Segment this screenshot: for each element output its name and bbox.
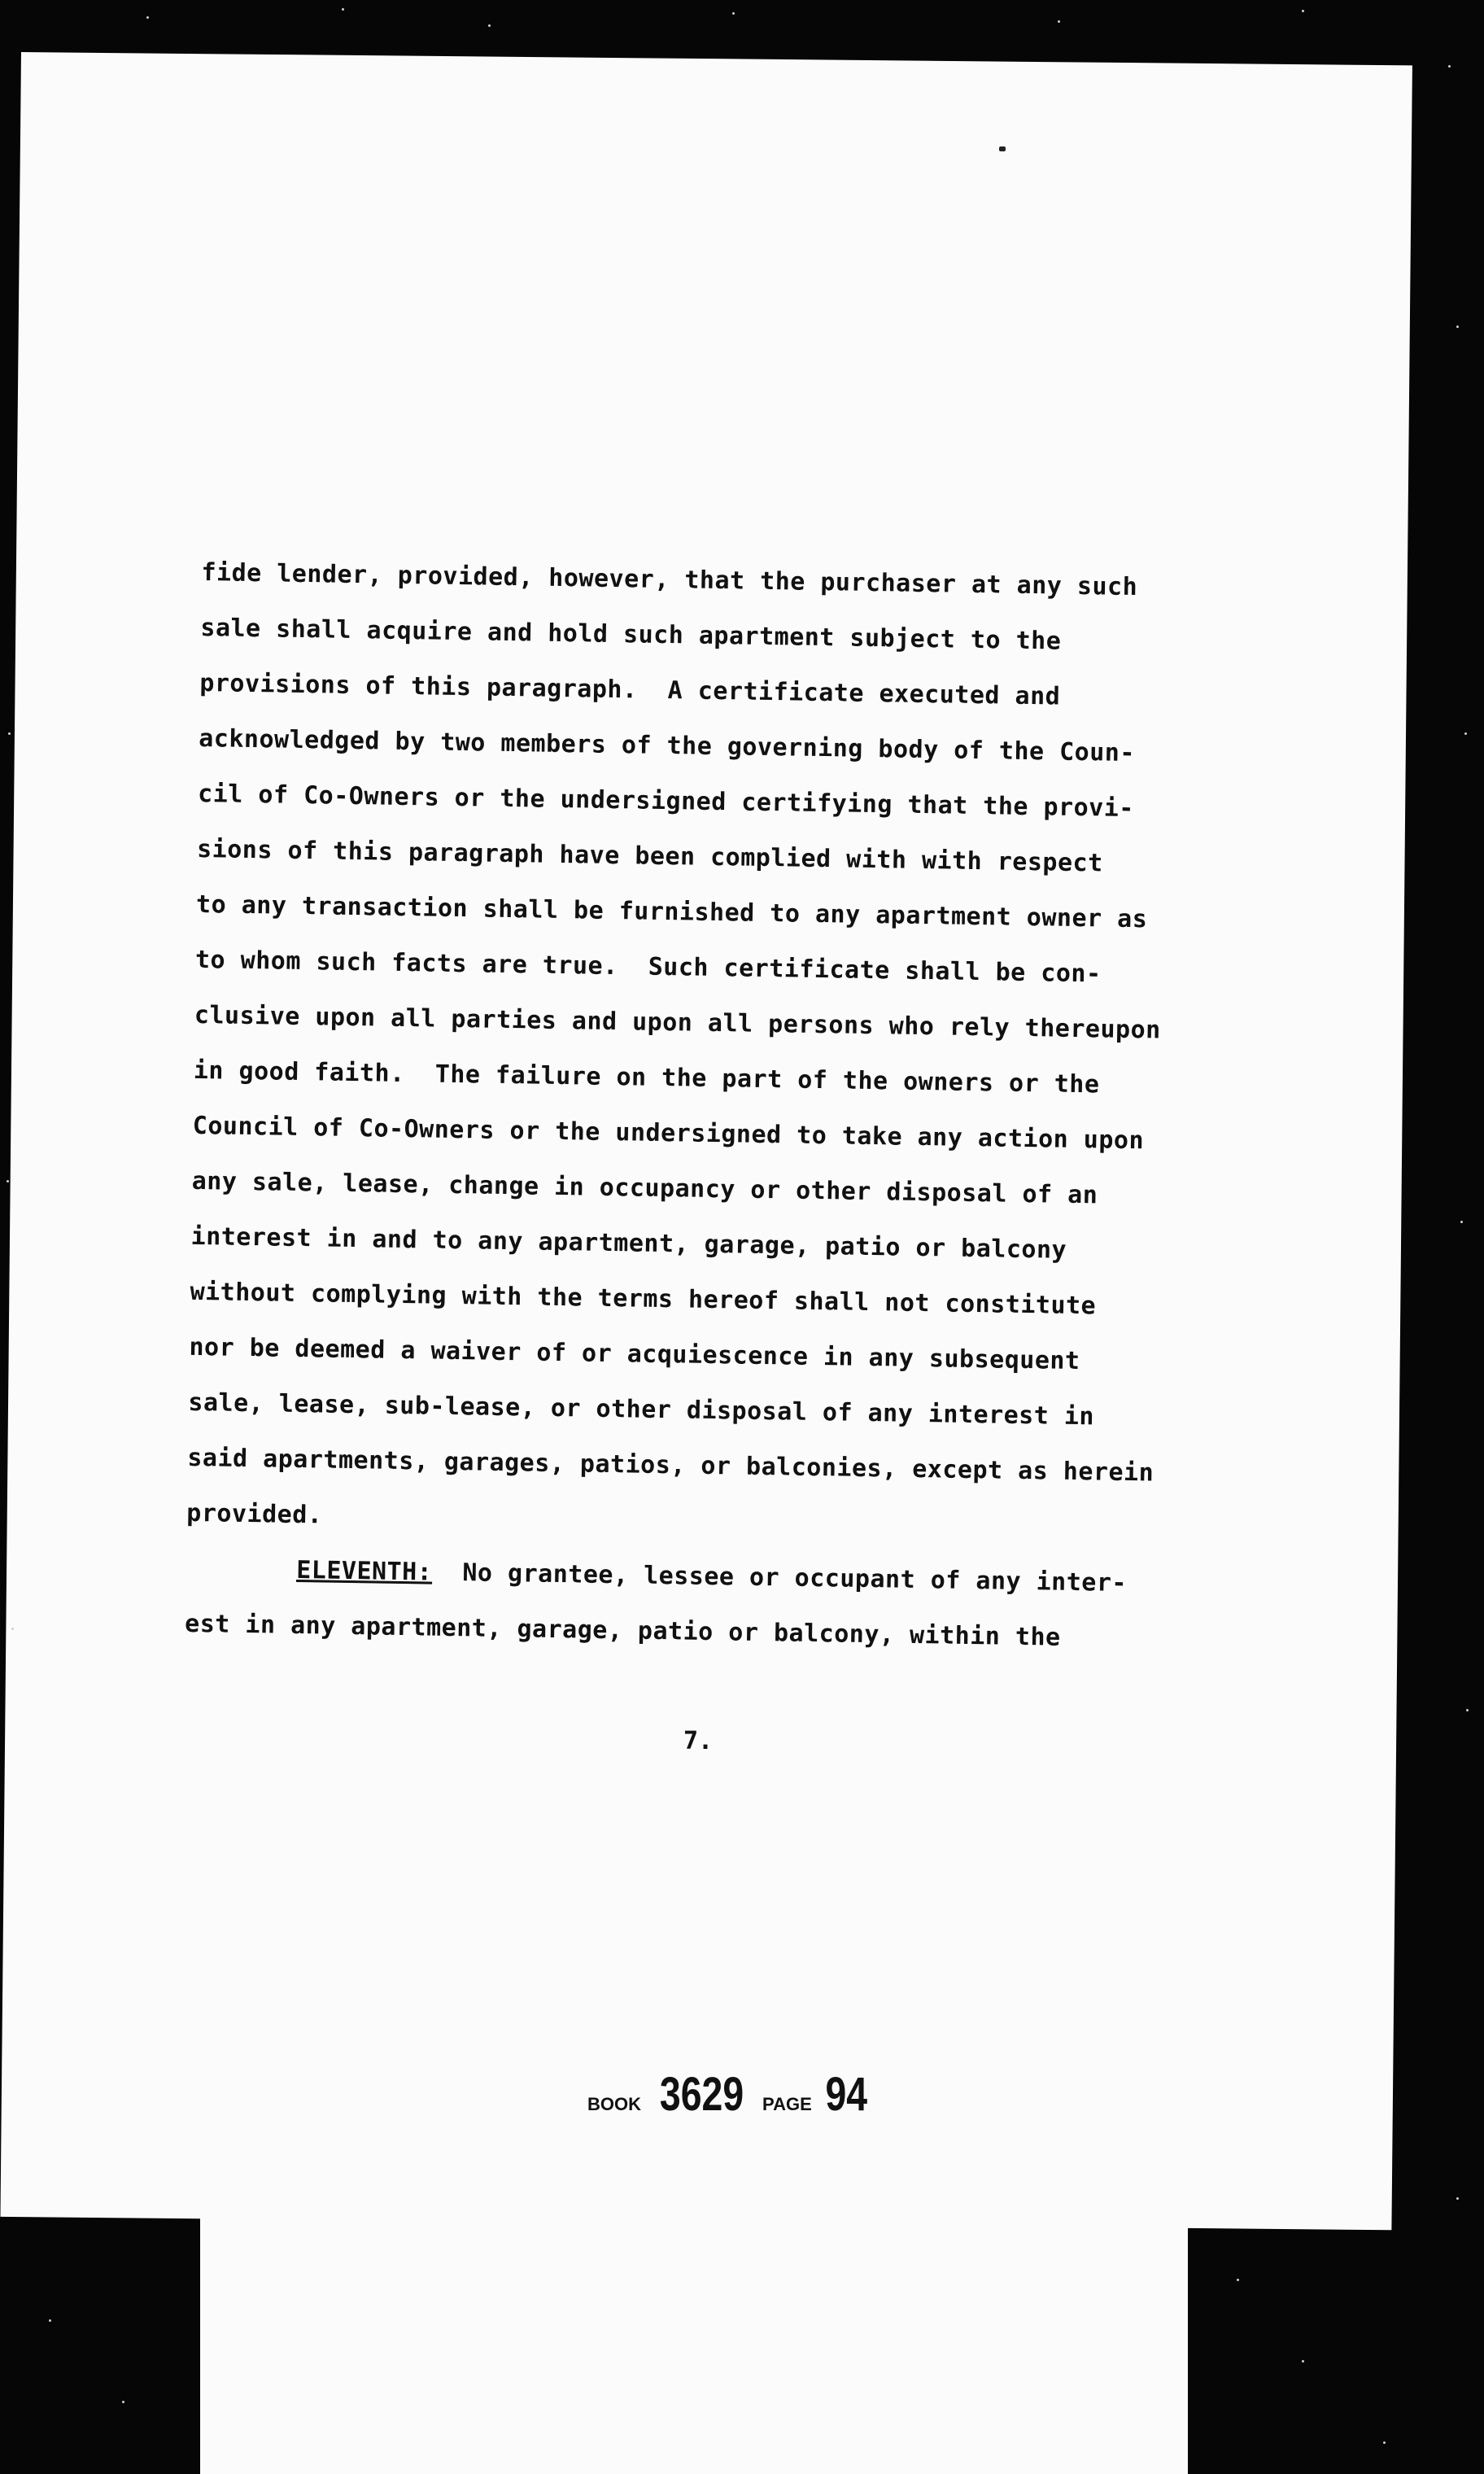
text-line: sale shall acquire and hold such apartment subject to the bbox=[200, 613, 1062, 656]
text-line: Council of Co-Owners or the undersigned to take any action upon bbox=[192, 1111, 1145, 1156]
scan-noise-speck bbox=[1456, 326, 1459, 328]
ink-mark bbox=[999, 146, 1006, 151]
text-line: to whom such facts are true. Such certificate shall be con- bbox=[194, 945, 1102, 989]
scan-noise-speck bbox=[488, 24, 491, 27]
page-number: 7. bbox=[683, 1727, 714, 1755]
text-line: est in any apartment, garage, patio or balcony, within the bbox=[184, 1609, 1061, 1652]
text-line: nor be deemed a waiver of or acquiescence in any subsequent bbox=[189, 1332, 1080, 1376]
scan-noise-speck bbox=[11, 1628, 14, 1630]
text-line: sions of this paragraph have been complied with with respect bbox=[196, 834, 1103, 878]
scan-noise-speck bbox=[8, 732, 11, 735]
eleventh-line-text: No grantee, lessee or occupant of any inter- bbox=[431, 1558, 1128, 1598]
scan-noise-speck bbox=[122, 2401, 124, 2403]
text-line: said apartments, garages, patios, or balconies, except as herein bbox=[187, 1443, 1154, 1488]
text-line: fide lender, provided, however, that the purchaser at any such bbox=[201, 557, 1138, 602]
scan-noise-speck bbox=[7, 1180, 9, 1182]
scan-noise-speck bbox=[49, 2319, 51, 2322]
text-line: provided. bbox=[186, 1498, 323, 1530]
scan-noise-speck bbox=[1464, 732, 1467, 735]
section-heading-eleventh: ELEVENTH: bbox=[295, 1555, 433, 1587]
text-line: interest in and to any apartment, garage, patio or balcony bbox=[190, 1222, 1067, 1265]
scan-noise-speck bbox=[342, 8, 344, 11]
scan-noise-speck bbox=[1456, 2197, 1459, 2200]
book-page-stamp bbox=[587, 2067, 872, 2122]
scan-noise-speck bbox=[1448, 65, 1451, 68]
stamp-book-label: BOOK bbox=[587, 2094, 641, 2114]
stamp-page-label: PAGE bbox=[762, 2094, 812, 2114]
scan-noise-speck bbox=[1237, 2279, 1239, 2281]
text-line: without complying with the terms hereof shall not constitute bbox=[190, 1277, 1097, 1321]
stamp-page-value: 94 bbox=[825, 2068, 867, 2121]
text-line: cil of Co-Owners or the undersigned certifying that the provi- bbox=[197, 779, 1135, 824]
scan-noise-speck bbox=[1302, 2360, 1304, 2363]
stamp-book-number: 3629 bbox=[659, 2068, 744, 2121]
scan-noise-speck bbox=[1460, 1221, 1463, 1223]
scan-noise-speck bbox=[732, 12, 735, 15]
paper-sheet-lower bbox=[200, 2197, 1188, 2474]
text-line: acknowledged by two members of the governing body of the Coun- bbox=[198, 723, 1136, 768]
scan-noise-speck bbox=[1466, 1709, 1469, 1711]
scan-noise-speck bbox=[146, 16, 149, 19]
scan-noise-speck bbox=[1302, 10, 1304, 12]
text-line: clusive upon all parties and upon all persons who rely thereupon bbox=[194, 1000, 1161, 1045]
text-line: to any transaction shall be furnished to any apartment owner as bbox=[195, 890, 1148, 934]
text-line: sale, lease, sub-lease, or other disposal of any interest in bbox=[188, 1388, 1095, 1432]
body-text bbox=[185, 545, 1259, 1668]
text-line: provisions of this paragraph. A certificate executed and bbox=[199, 668, 1061, 711]
text-line: in good faith. The failure on the part of the owners or the bbox=[193, 1056, 1100, 1099]
scan-noise-speck bbox=[1383, 2441, 1386, 2444]
text-line: any sale, lease, change in occupancy or other disposal of an bbox=[191, 1166, 1098, 1210]
scan-noise-speck bbox=[1058, 20, 1060, 23]
